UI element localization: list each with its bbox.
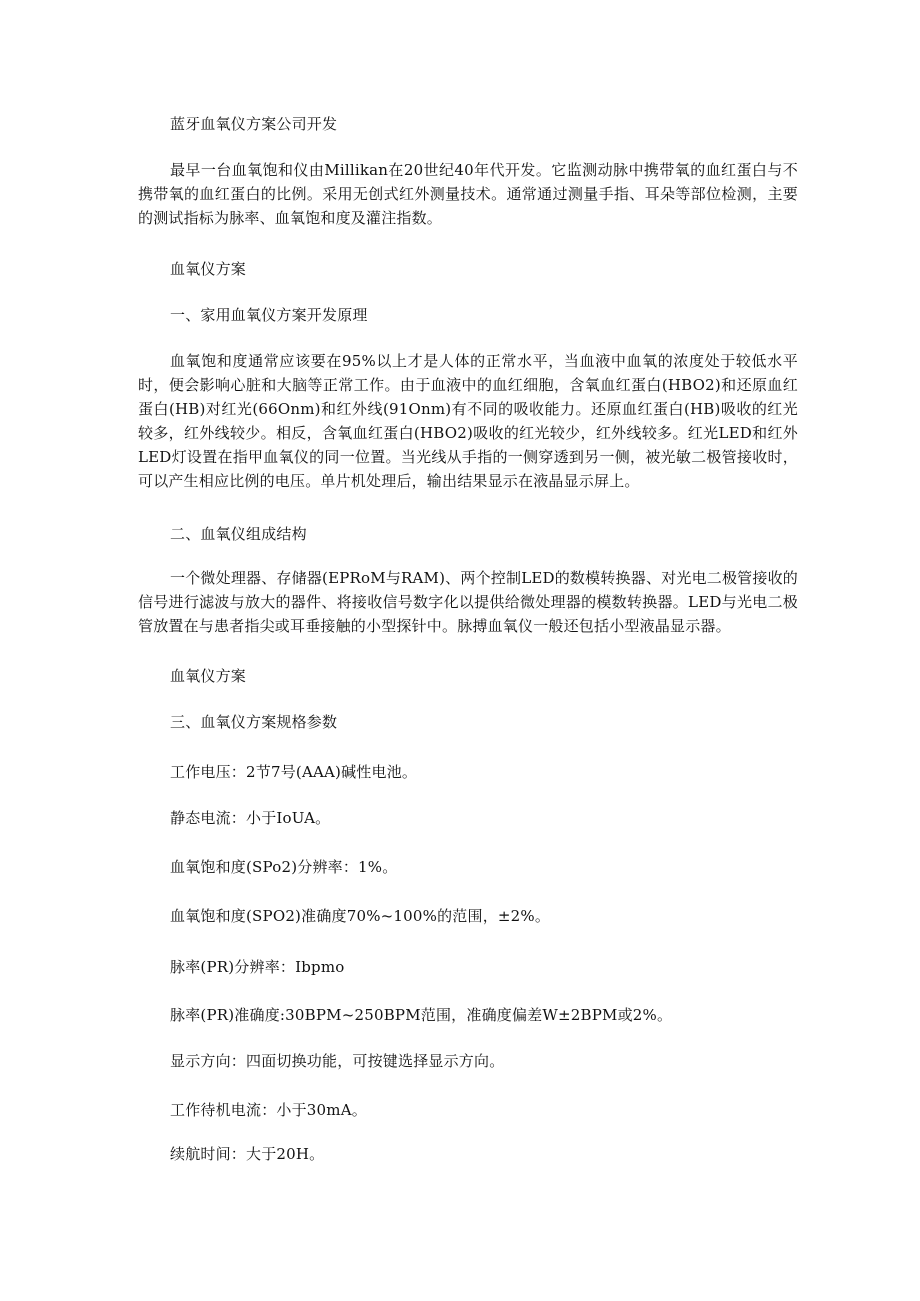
section2-paragraph: 一个微处理器、存储器(EPRoM与RAM)、两个控制LED的数模转换器、对光电二极管接收的信号进行滤波与放大的器件、将接收信号数字化以提供给微处理器的模数转换器。LED与光电二极管放置在与患者指尖或耳垂接触的小型探针中。脉搏血氧仪一般还包括小型液晶显示器。 bbox=[138, 569, 798, 635]
spec-item: 续航时间：大于20H。 bbox=[170, 1145, 325, 1163]
spec-item: 脉率(PR)准确度:30BPM~250BPM范围，准确度偏差W±2BPM或2%。 bbox=[170, 1006, 673, 1024]
spec-item: 脉率(PR)分辨率：Ibpmo bbox=[170, 958, 345, 976]
section-heading-solution: 血氧仪方案 bbox=[170, 260, 247, 278]
section1-title: 一、家用血氧仪方案开发原理 bbox=[170, 306, 368, 324]
document-title: 蓝牙血氧仪方案公司开发 bbox=[170, 115, 338, 133]
spec-item: 血氧饱和度(SPo2)分辨率：1%。 bbox=[170, 858, 398, 876]
spec-item: 工作待机电流：小于30mA。 bbox=[170, 1101, 367, 1119]
spec-item: 静态电流：小于IoUA。 bbox=[170, 809, 331, 827]
spec-item: 血氧饱和度(SPO2)准确度70%~100%的范围，±2%。 bbox=[170, 907, 551, 925]
section2-title: 二、血氧仪组成结构 bbox=[170, 525, 307, 543]
section-heading-solution-2: 血氧仪方案 bbox=[170, 667, 247, 685]
section1-paragraph: 血氧饱和度通常应该要在95%以上才是人体的正常水平，当血液中血氧的浓度处于较低水平时，便会影响心脏和大脑等正常工作。由于血液中的血红细胞，含氧血红蛋白(HBO2)和还原血红蛋白(HB)对红光(66Onm)和红外线(91Onm)有不同的吸收能力。还原血红蛋白(HB)吸收的红光较多，红外线较少。相反，含氧血红蛋白(HBO2)吸收的红光较少，红外线较多。红光LED和红外LED灯设置在指甲血氧仪的同一位置。当光线从手指的一侧穿透到另一侧，被光敏二极管接收时，可以产生相应比例的电压。单片机处理后，输出结果显示在液晶显示屏上。 bbox=[138, 352, 798, 490]
spec-item: 显示方向：四面切换功能，可按键选择显示方向。 bbox=[170, 1052, 505, 1070]
spec-item: 工作电压：2节7号(AAA)碱性电池。 bbox=[170, 763, 418, 781]
section3-title: 三、血氧仪方案规格参数 bbox=[170, 713, 338, 731]
intro-paragraph: 最早一台血氧饱和仪由Millikan在20世纪40年代开发。它监测动脉中携带氧的血红蛋白与不携带氧的血红蛋白的比例。采用无创式红外测量技术。通常通过测量手指、耳朵等部位检测，主要的测试指标为脉率、血氧饱和度及灌注指数。 bbox=[138, 161, 798, 227]
